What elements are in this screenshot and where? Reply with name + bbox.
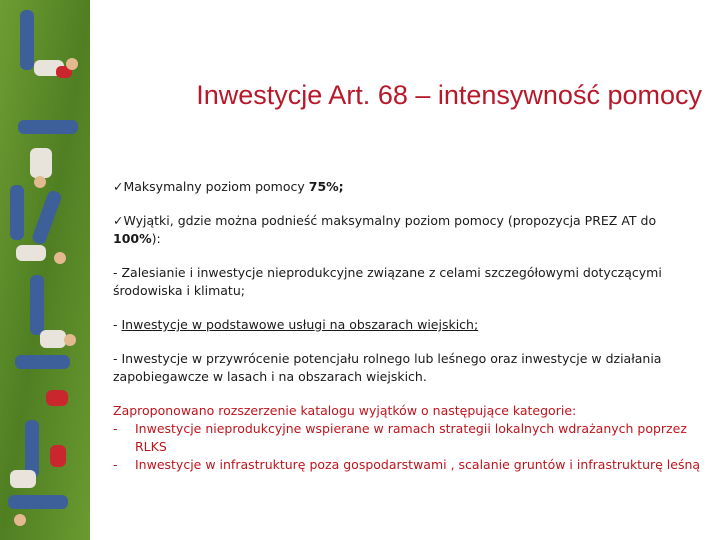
proposal-item-rlks: - Inwestycje nieprodukcyjne wspierane w ramach strategii lokalnych wdrażanych poprzez RLKS bbox=[113, 421, 687, 454]
check-item-exceptions: ✓Wyjątki, gdzie można podnieść maksymalny poziom pomocy (propozycja PREZ AT do 100%): bbox=[113, 213, 657, 246]
slide-title: Inwestycje Art. 68 – intensywność pomocy bbox=[196, 80, 702, 110]
exception-item-basic-services: - Inwestycje w podstawowe usługi na obszarach wiejskich; bbox=[113, 317, 479, 332]
proposal-block bbox=[113, 402, 703, 474]
slide-content bbox=[113, 178, 703, 474]
checkmark-icon: ✓ bbox=[113, 213, 124, 228]
proposal-item-infrastructure: - Inwestycje w infrastrukturę poza gospodarstwami , scalanie gruntów i infrastrukturę leśną bbox=[113, 457, 701, 472]
check-item-max-level: ✓Maksymalny poziom pomocy 75%; bbox=[113, 179, 344, 194]
checkmark-icon: ✓ bbox=[113, 179, 124, 194]
proposal-intro: Zaproponowano rozszerzenie katalogu wyjątków o następujące kategorie: bbox=[113, 403, 577, 418]
exception-item-afforestation: - Zalesianie i inwestycje nieprodukcyjne związane z celami szczegółowymi dotyczącymi środowiska i klimatu; bbox=[113, 265, 662, 298]
exception-item-restoration: - Inwestycje w przywrócenie potencjału rolnego lub leśnego oraz inwestycje w działania zapobiegawcze w lasach i na obszarach wiejskich. bbox=[113, 351, 662, 384]
